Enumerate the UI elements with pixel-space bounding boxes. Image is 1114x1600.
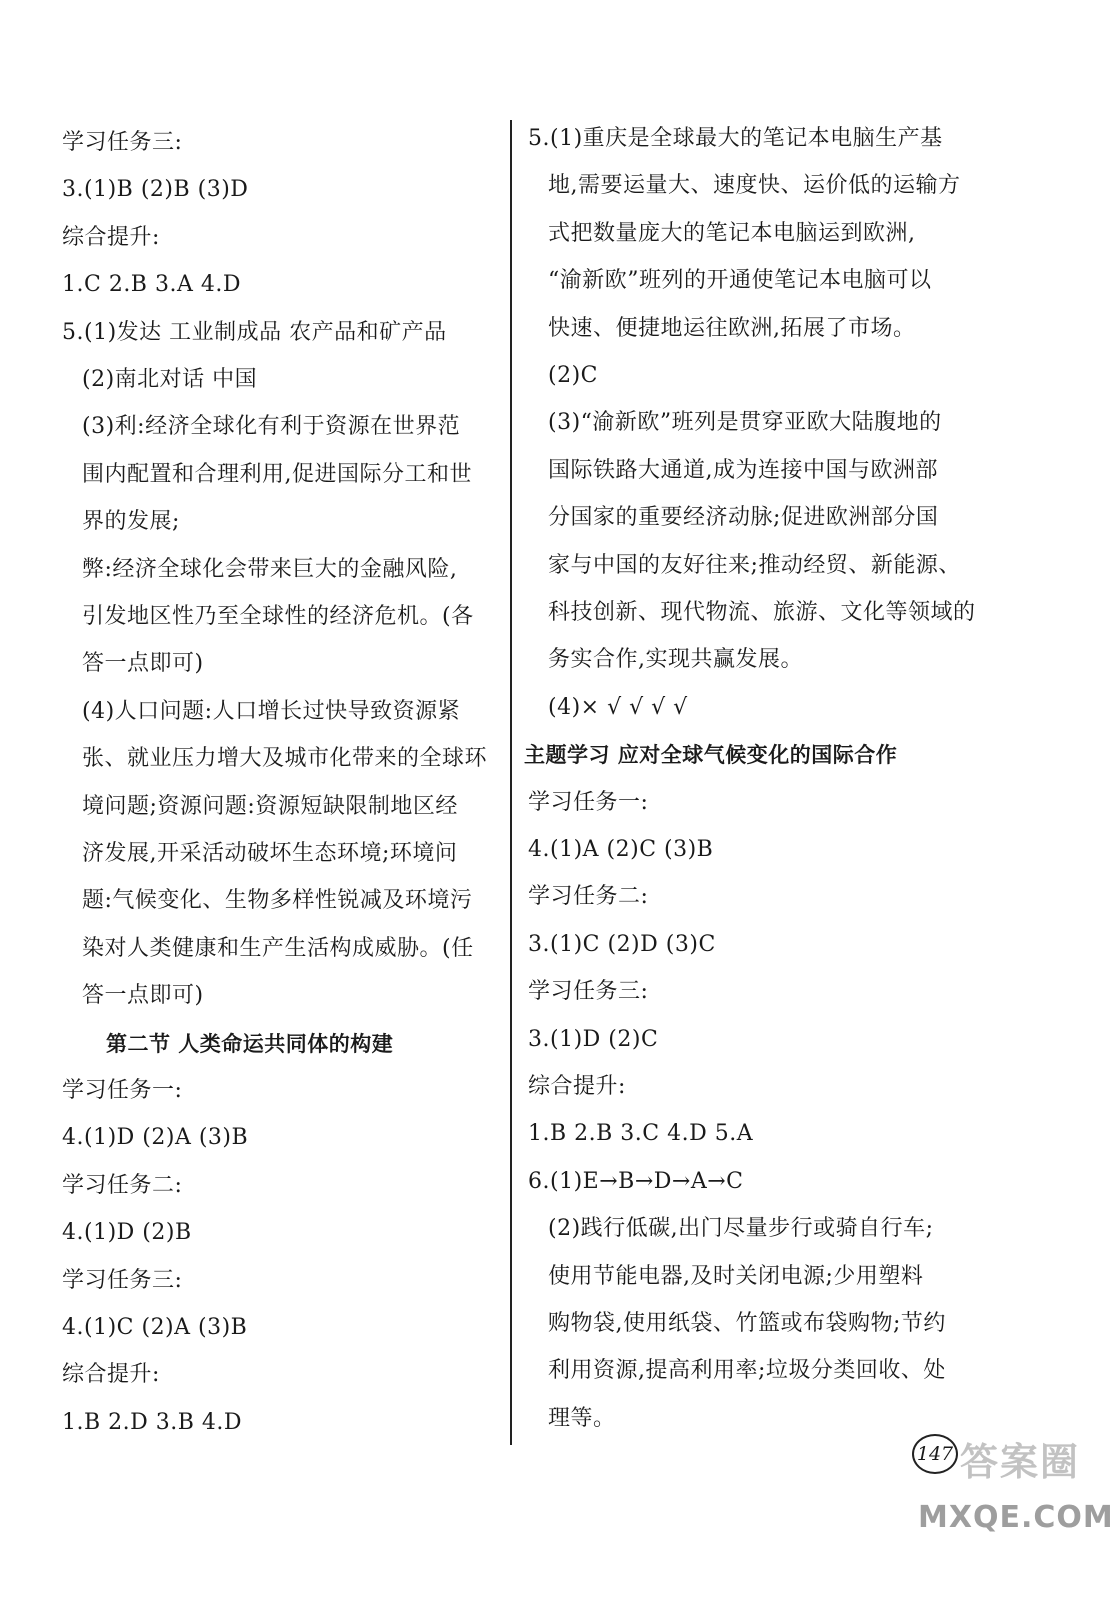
- text-line: 4.(1)A (2)C (3)B: [528, 837, 714, 862]
- text-line: 学习任务二:: [528, 884, 649, 910]
- text-line: 弊:经济全球化会带来巨大的金融风险,: [82, 556, 458, 582]
- text-line: (2)C: [548, 363, 598, 388]
- text-line: 染对人类健康和生产生活构成威胁。(任: [82, 935, 474, 961]
- watermark-logo: 答案圈: [960, 1440, 1081, 1484]
- text-line: (3)利:经济全球化有利于资源在世界范: [82, 414, 461, 440]
- text-line: 围内配置和合理利用,促进国际分工和世: [82, 461, 472, 487]
- text-line: 快速、便捷地运往欧洲,拓展了市场。: [548, 315, 916, 341]
- text-line: 张、就业压力增大及城市化带来的全球环: [82, 746, 488, 772]
- text-line: 引发地区性乃至全球性的经济危机。(各: [82, 604, 474, 629]
- text-line: 学习任务三:: [62, 1267, 183, 1293]
- text-line: (4)人口问题:人口增长过快导致资源紧: [82, 698, 461, 724]
- text-line: 济发展,开采活动破坏生态环境;环境问: [82, 841, 458, 866]
- text-line: 学习任务二:: [62, 1172, 183, 1198]
- text-line: 4.(1)C (2)A (3)B: [62, 1315, 248, 1340]
- text-line: 题:气候变化、生物多样性锐减及环境污: [82, 888, 473, 914]
- text-line: 理等。: [548, 1405, 616, 1431]
- text-line: 利用资源,提高利用率;垃圾分类回收、处: [548, 1358, 946, 1384]
- text-line: 学习任务一:: [62, 1078, 183, 1103]
- text-line: (3)“渝新欧”班列是贯穿亚欧大陆腹地的: [548, 410, 942, 436]
- text-line: 科技创新、现代物流、旅游、文化等领域的: [548, 600, 976, 625]
- text-line: 3.(1)B (2)B (3)D: [62, 177, 249, 203]
- text-line: 5.(1)发达 工业制成品 农产品和矿产品: [62, 319, 447, 345]
- page-number: 147: [912, 1434, 958, 1474]
- text-line: 3.(1)D (2)C: [528, 1026, 659, 1052]
- text-line: 4.(1)D (2)B: [62, 1220, 192, 1246]
- text-line: 4.(1)D (2)A (3)B: [62, 1125, 249, 1151]
- text-line: 购物袋,使用纸袋、竹篮或布袋购物;节约: [548, 1311, 946, 1336]
- text-line: 综合提升:: [62, 1362, 160, 1388]
- text-line: 1.C 2.B 3.A 4.D: [62, 272, 241, 298]
- text-line: 使用节能电器,及时关闭电源;少用塑料: [548, 1263, 924, 1289]
- text-line: (2)践行低碳,出门尽量步行或骑自行车;: [548, 1216, 934, 1242]
- text-line: 学习任务三:: [528, 979, 649, 1005]
- text-line: 学习任务三:: [62, 130, 183, 155]
- text-line: 式把数量庞大的笔记本电脑运到欧洲,: [548, 220, 916, 246]
- text-line: 1.B 2.D 3.B 4.D: [62, 1409, 243, 1435]
- text-line: 答一点即可): [82, 983, 204, 1009]
- text-line: (4)× √ √ √ √: [548, 694, 688, 720]
- text-line: (2)南北对话 中国: [82, 367, 258, 392]
- section-heading: 主题学习 应对全球气候变化的国际合作: [524, 743, 898, 768]
- text-line: 5.(1)重庆是全球最大的笔记本电脑生产基: [528, 126, 943, 151]
- text-line: 分国家的重要经济动脉;促进欧洲部分国: [548, 505, 939, 531]
- text-line: 境问题;资源问题:资源短缺限制地区经: [82, 793, 458, 819]
- text-line: 学习任务一:: [528, 789, 649, 815]
- text-line: “渝新欧”班列的开通使笔记本电脑可以: [548, 268, 932, 294]
- text-line: 综合提升:: [528, 1074, 626, 1099]
- text-line: 3.(1)C (2)D (3)C: [528, 931, 716, 957]
- text-line: 国际铁路大通道,成为连接中国与欧洲部: [548, 457, 938, 483]
- text-line: 家与中国的友好往来;推动经贸、新能源、: [548, 552, 961, 578]
- section-heading: 第二节 人类命运共同体的构建: [106, 1031, 394, 1056]
- text-line: 综合提升:: [62, 224, 160, 250]
- column-divider: [510, 120, 512, 1445]
- watermark-url: MXQE.COM: [918, 1500, 1114, 1535]
- text-line: 界的发展;: [82, 509, 180, 535]
- text-line: 答一点即可): [82, 651, 204, 677]
- text-line: 6.(1)E→B→D→A→C: [528, 1168, 744, 1194]
- text-line: 1.B 2.B 3.C 4.D 5.A: [528, 1121, 754, 1147]
- text-line: 务实合作,实现共赢发展。: [548, 647, 803, 673]
- text-line: 地,需要运量大、速度快、运价低的运输方: [548, 173, 961, 199]
